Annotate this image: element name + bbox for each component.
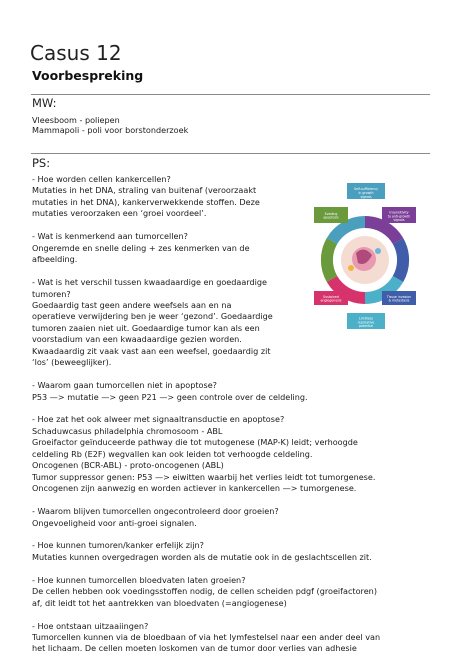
cell-dot [348,265,354,271]
ps-line: Oncogenen zijn aanwezig en worden actiever in kankercellen —> tumorgenese. [32,483,357,494]
hallmarks-of-cancer-figure [314,183,416,333]
page-title: Casus 12 [30,41,122,65]
ps-line: ‘los’ (beweeglijker). [32,357,112,368]
ps-line: - Hoe kunnen tumorcellen bloedvaten laten groeien? [32,574,246,585]
ps-line: mutaties veroorzaken een ‘groei voordeel’. [32,208,207,219]
ring-segment-invasion [398,241,403,279]
ps-line: het lichaam. De cellen moeten loskomen van de tumor door verlies van adhesie [32,643,357,654]
ps-line: Goedaardig tast geen andere weefsels aan en na [32,299,232,310]
ps-line: tumoren zaaien niet uit. Goedaardige tumor kan als een [32,322,260,333]
label-invasion: Tissue invasion & metastasis [386,294,412,303]
label-angiogenesis: Sustained angiogenesis [320,294,342,303]
label-insensitivity: Insensitivity to anti-growth signals [387,210,411,223]
ps-line: - Hoe worden cellen kankercellen? [32,174,171,184]
ps-line: - Hoe kunnen tumoren/kanker erfelijk zijn? [32,540,204,551]
divider-mw [31,94,430,95]
ps-line: Kwaadaardig zit vaak vast aan een weefsel, goedaardig zit [32,345,271,356]
ring-segment-apoptosis [327,241,332,279]
ps-line: - Wat is het verschil tussen kwaadaardige en goedaardige [32,277,268,288]
ps-line: - Waarom blijven tumorcellen ongecontroleerd door groeien? [32,506,279,517]
ps-line: - Hoe zat het ook alweer met signaaltransductie en apoptose? [32,414,285,425]
page-subtitle: Voorbespreking [32,68,144,83]
ps-line: Ongevoeligheid voor anti-groei signalen. [32,517,197,528]
ps-heading: PS: [32,156,51,170]
divider-ps [31,153,430,154]
mw-heading: MW: [32,96,57,110]
label-apoptosis: Evading apoptosis [323,211,339,220]
ps-line: tumoren? [32,288,71,299]
label-replicative: Limitless replicative potential [357,316,375,329]
ps-line: voorstadium van een kwaadaardige gezien worden. [32,334,242,345]
ps-line: De cellen hebben ook voedingsstoffen nodig, de cellen scheiden pdgf (groeifactoren) [32,586,377,597]
ps-line: Mutaties kunnen overgedragen worden als de mutatie ook in de geslachtscellen zit. [32,551,372,562]
ps-line: afbeelding. [32,254,78,265]
ps-line: Tumorcellen kunnen via de bloedbaan of via het lymfestelsel naar een ander deel van [32,632,381,642]
ps-line: operatieve verwijdering ben je weer ‘gezond’. Goedaardige [32,311,273,322]
ps-line: Ongeremde en snelle deling + zes kenmerken van de [32,242,250,253]
ps-line: Schaduwcasus philadelphia chromosoom - ABL [32,425,223,436]
ps-line: mutaties in het DNA), kankerverwekkende stoffen. Deze [32,196,260,207]
cell-dot [375,248,381,254]
ps-line: Tumor suppressor genen: P53 —> eiwitten waarbij het verlies leidt tot tumorgenese. [32,471,376,482]
ps-line: P53 —> mutatie —> geen P21 —> geen controle over de celdeling. [32,391,308,402]
ps-line: Oncogenen (BCR-ABL) - proto-oncogenen (ABL) [32,460,224,471]
ps-line: - Hoe ontstaan uitzaaiingen? [32,620,149,631]
mw-line: Vleesboom - poliepen [32,115,120,125]
ps-line: celdeling Rb (E2F) wegvallen kan ook leiden tot verhoogde celdeling. [32,448,313,459]
mw-line: Mammapoli - poli voor borstonderzoek [32,125,189,136]
ps-line: af, dit leidt tot het aantrekken van bloedvaten (=angiogenese) [32,597,287,608]
label-growth: Self-sufficiency in growth signals [354,187,378,199]
ps-line: Mutaties in het DNA, straling van buitenaf (veroorzaakt [32,185,257,196]
ps-line: Groeifactor geïnduceerde pathway die tot mutogenese (MAP-K) leidt; verhoogde [32,437,358,448]
ps-line: - Waarom gaan tumorcellen niet in apoptose? [32,380,217,391]
ps-line: - Wat is kenmerkend aan tumorcellen? [32,231,188,242]
